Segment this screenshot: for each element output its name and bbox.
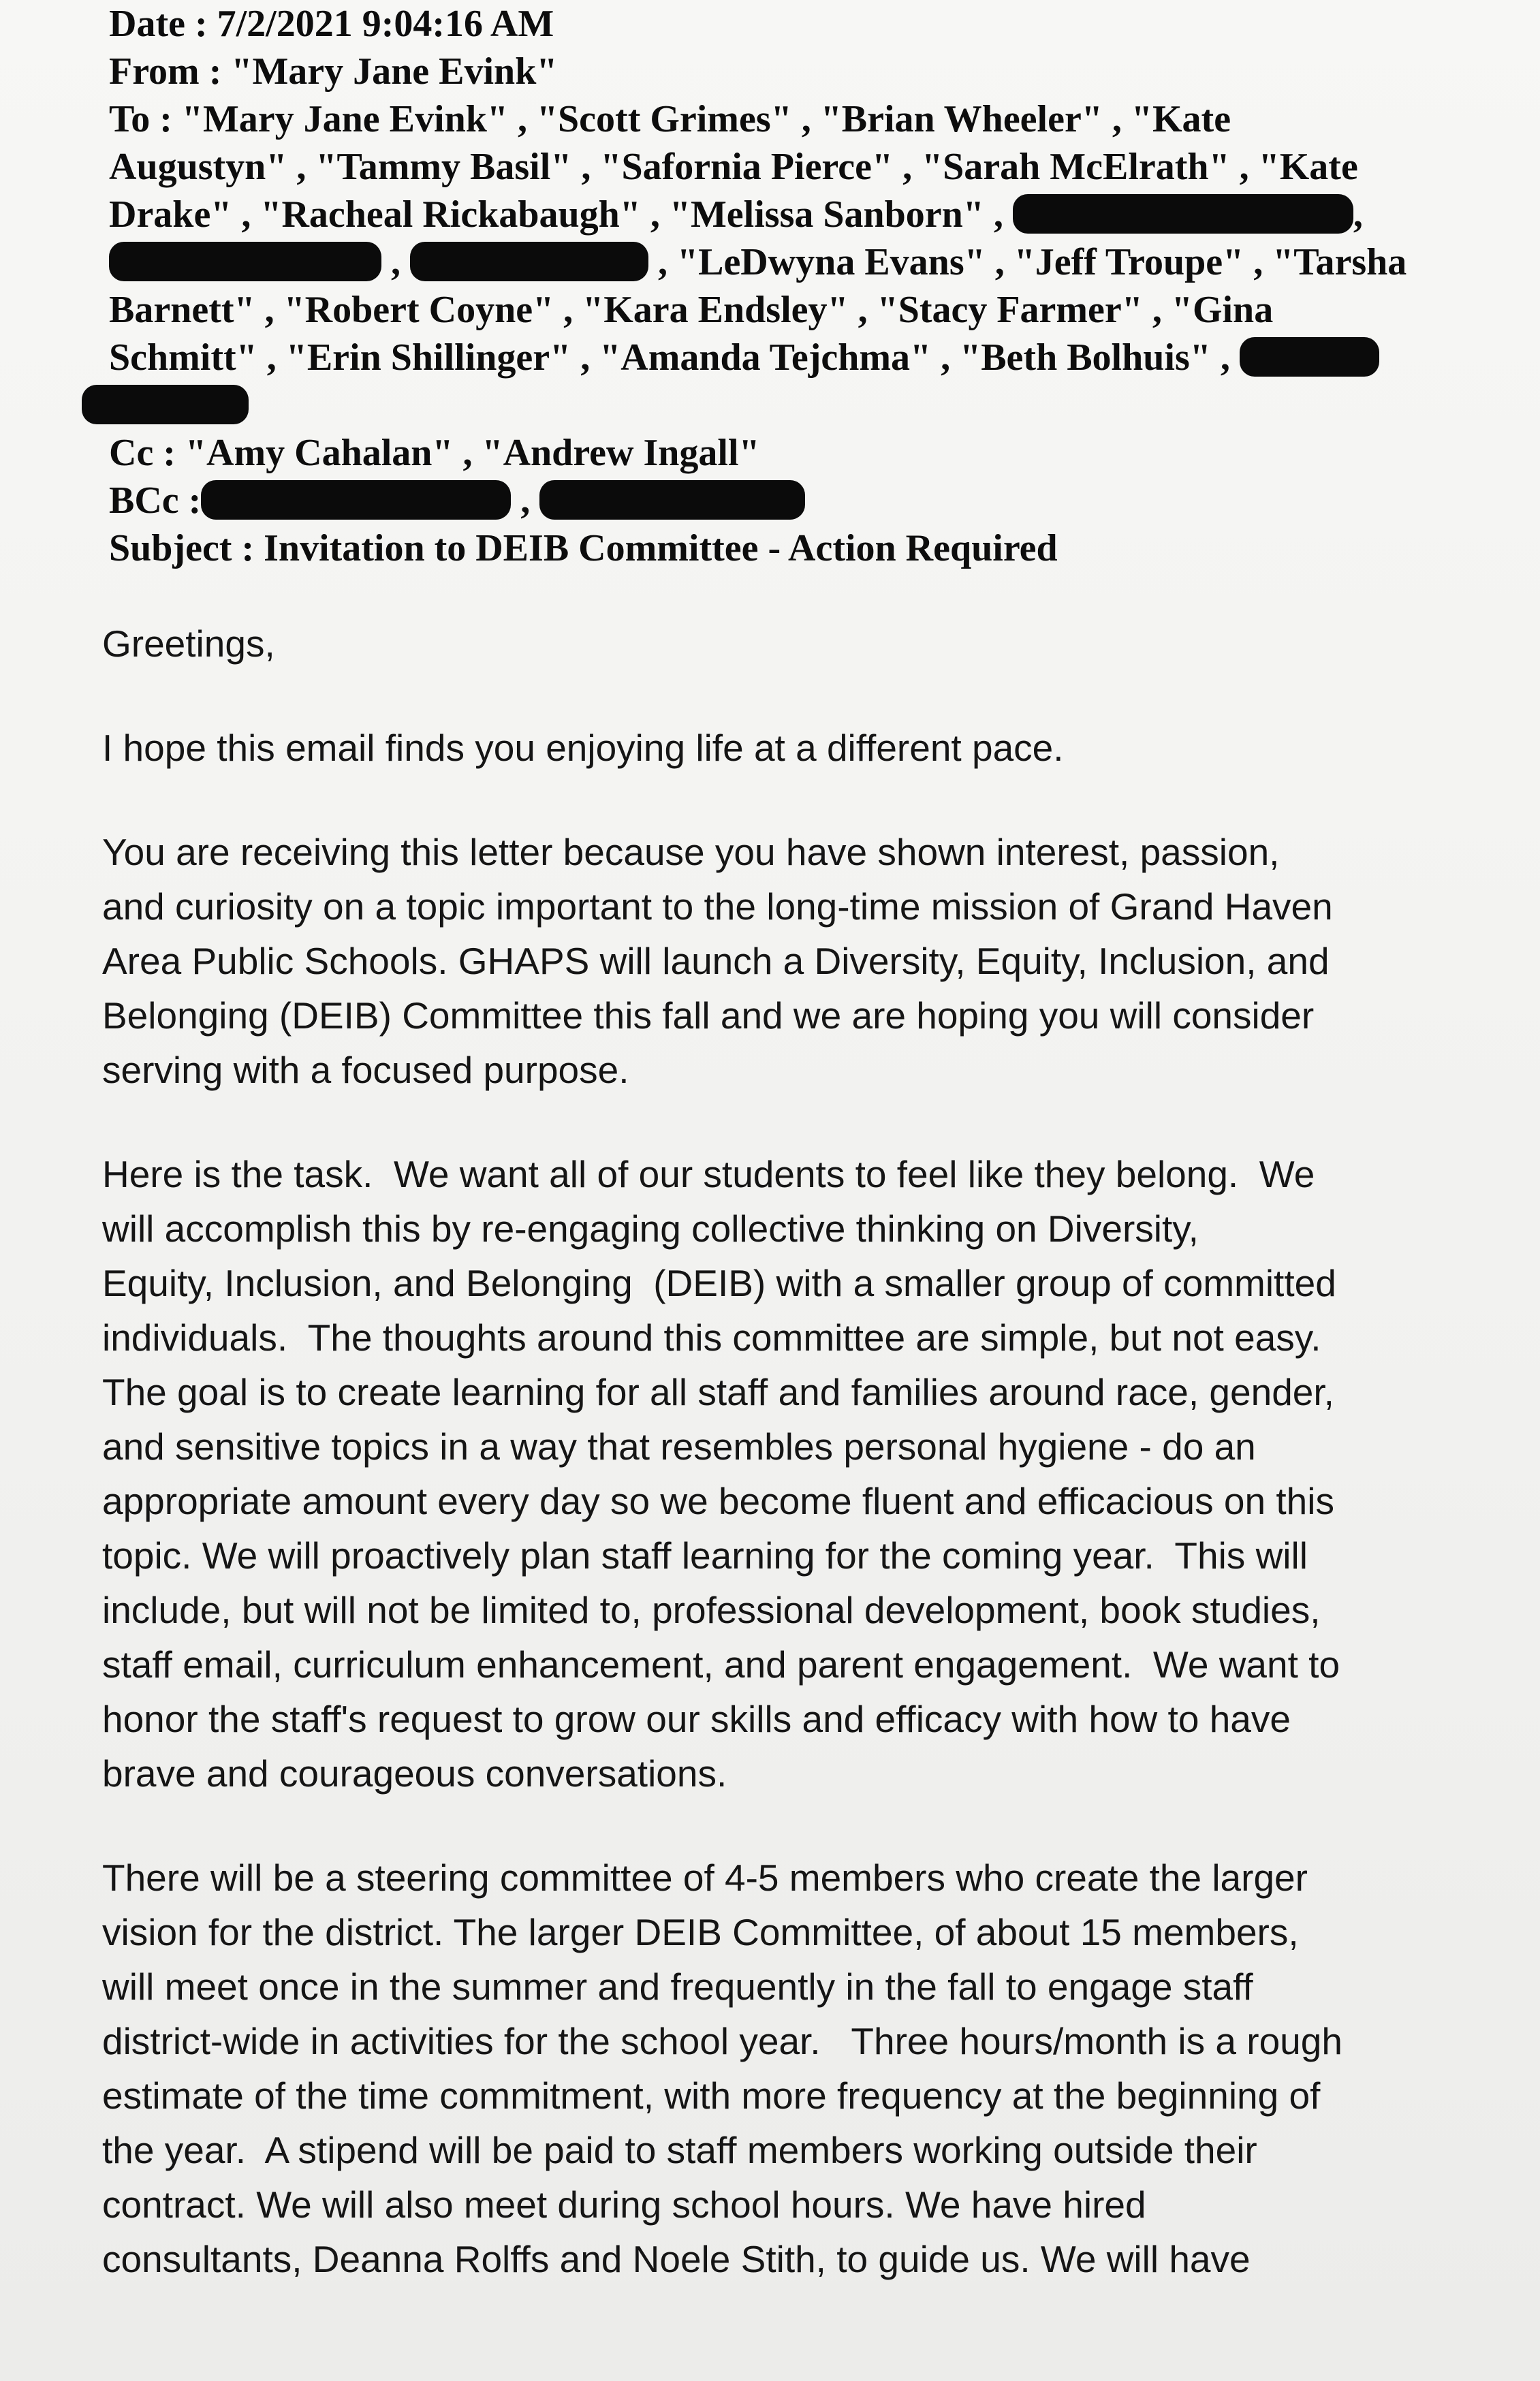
greeting: Greetings, [102, 622, 275, 665]
redaction-block [1013, 194, 1353, 234]
paragraph-2 [102, 825, 1478, 1097]
paragraph-line: the year. A stipend will be paid to staff members working outside their [102, 2129, 1257, 2171]
paragraph-line: contract. We will also meet during school hours. We have hired [102, 2183, 1146, 2226]
paragraph-line: and sensitive topics in a way that resembles personal hygiene - do an [102, 1425, 1256, 1468]
paragraph-line: appropriate amount every day so we become fluent and efficacious on this [102, 1480, 1334, 1522]
to-line-7-wrap [109, 381, 1492, 429]
to-line-6: Schmitt" , "Erin Shillinger" , "Amanda Tejchma" , "Beth Bolhuis" , [109, 336, 1230, 379]
email-header [109, 0, 1492, 572]
paragraph-line: Equity, Inclusion, and Belonging (DEIB) with a smaller group of committed [102, 1262, 1336, 1304]
paragraph-line: will meet once in the summer and frequently in the fall to engage staff [102, 1966, 1253, 2008]
to-line-3: Drake" , "Racheal Rickabaugh" , "Melissa Sanborn" , [109, 193, 1003, 236]
paragraph-line: Here is the task. We want all of our students to feel like they belong. We [102, 1153, 1315, 1195]
redaction-block [201, 480, 511, 520]
to-line-4: , "LeDwyna Evans" , "Jeff Troupe" , "Tarsha [658, 241, 1407, 283]
paragraph-line: consultants, Deanna Rolffs and Noele Stith, to guide us. We will have [102, 2238, 1251, 2280]
paragraph-line: Area Public Schools. GHAPS will launch a Diversity, Equity, Inclusion, and [102, 940, 1330, 982]
from-line: From : "Mary Jane Evink" [109, 50, 558, 93]
paragraph-line: individuals. The thoughts around this committee are simple, but not easy. [102, 1316, 1321, 1359]
paragraph-line: and curiosity on a topic important to the long-time mission of Grand Haven [102, 885, 1333, 928]
paragraph-line: Belonging (DEIB) Committee this fall and we are hoping you will consider [102, 994, 1315, 1037]
paragraph-line: district-wide in activities for the school year. Three hours/month is a rough [102, 2020, 1342, 2062]
paragraph-line: The goal is to create learning for all staff and families around race, gender, [102, 1371, 1334, 1413]
paragraph-4 [102, 1850, 1478, 2286]
paragraph-line: estimate of the time commitment, with more frequency at the beginning of [102, 2075, 1321, 2117]
paragraph-line: serving with a focused purpose. [102, 1049, 629, 1091]
to-line-4-wrap: , , "LeDwyna Evans" , "Jeff Troupe" , "Tarsha [109, 238, 1492, 286]
redaction-block [82, 385, 249, 424]
paragraph-line: vision for the district. The larger DEIB Committee, of about 15 members, [102, 1911, 1299, 1953]
paragraph-line: topic. We will proactively plan staff learning for the coming year. This will [102, 1534, 1308, 1577]
redaction-block [109, 242, 381, 281]
paragraph-line: will accomplish this by re-engaging collective thinking on Diversity, [102, 1208, 1199, 1250]
redaction-block [539, 480, 805, 520]
cc-line: Cc : "Amy Cahalan" , "Andrew Ingall" [109, 432, 760, 474]
paragraph-line: There will be a steering committee of 4-5 members who create the larger [102, 1857, 1308, 1899]
paragraph-line: You are receiving this letter because you have shown interest, passion, [102, 831, 1280, 873]
paragraph-line: honor the staff's request to grow our skills and efficacy with how to have [102, 1698, 1291, 1740]
to-line-1: To : "Mary Jane Evink" , "Scott Grimes" , "Brian Wheeler" , "Kate [109, 98, 1231, 140]
to-line-5: Barnett" , "Robert Coyne" , "Kara Endsley" , "Stacy Farmer" , "Gina [109, 289, 1274, 331]
subject-line: Subject : Invitation to DEIB Committee - Action Required [109, 527, 1058, 569]
paragraph-3 [102, 1147, 1478, 1801]
bcc-label: BCc : [109, 479, 202, 522]
email-body [102, 616, 1478, 2336]
redaction-block [1240, 337, 1379, 377]
date-line: Date : 7/2/2021 9:04:16 AM [109, 3, 554, 45]
to-line-3-wrap: Drake" , "Racheal Rickabaugh" , "Melissa Sanborn" , , [109, 193, 1363, 236]
paragraph-line: include, but will not be limited to, professional development, book studies, [102, 1589, 1321, 1631]
to-line-2: Augustyn" , "Tammy Basil" , "Safornia Pierce" , "Sarah McElrath" , "Kate [109, 146, 1358, 188]
redaction-block [410, 242, 648, 281]
paragraph-line: brave and courageous conversations. [102, 1752, 727, 1795]
paragraph-line: staff email, curriculum enhancement, and parent engagement. We want to [102, 1643, 1340, 1686]
paragraph-1: I hope this email finds you enjoying life at a different pace. [102, 727, 1064, 769]
bcc-line-wrap: BCc : , [109, 477, 1492, 524]
to-line-6-wrap [109, 334, 1492, 381]
